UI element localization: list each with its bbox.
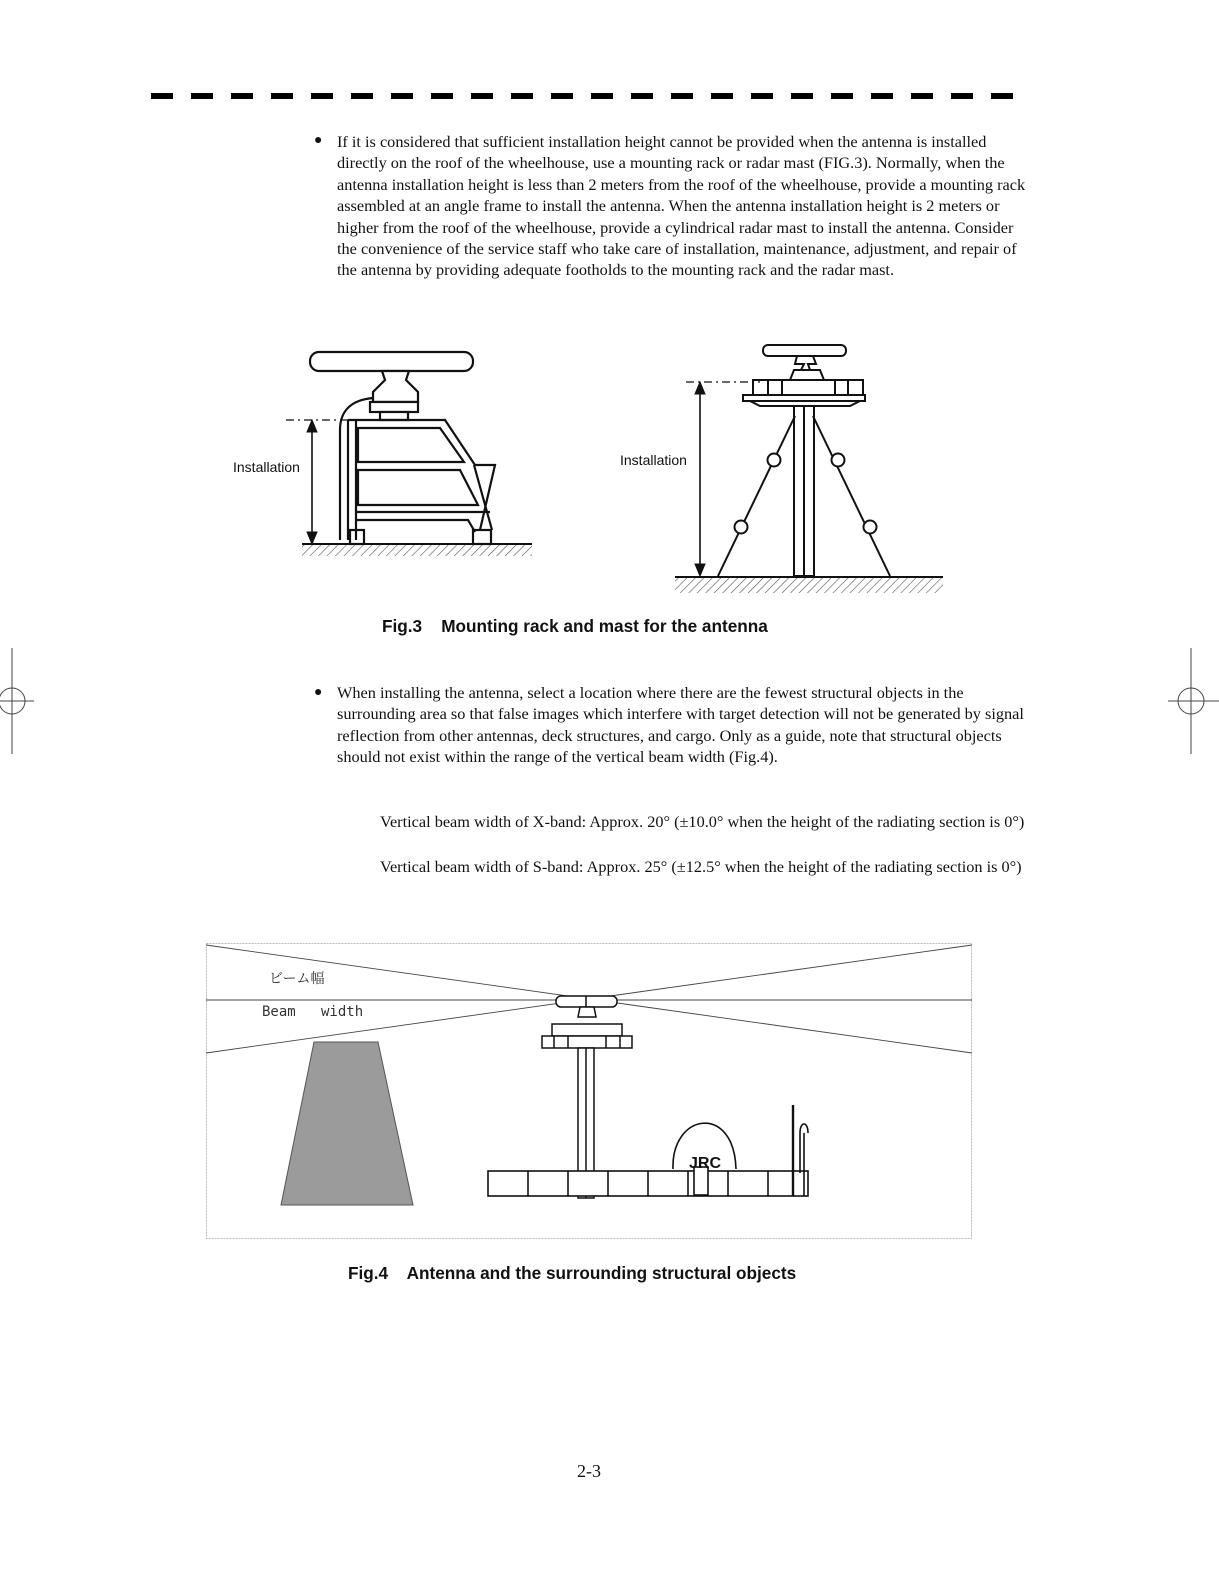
registration-mark-left bbox=[0, 648, 40, 754]
registration-mark-right bbox=[1168, 648, 1219, 754]
deck-structure bbox=[488, 1105, 808, 1196]
header-dash-rule bbox=[151, 93, 1031, 99]
fig3-caption: Fig.3 Mounting rack and mast for the antenna bbox=[382, 616, 768, 636]
beam-width-label-jp: ビーム幅 bbox=[269, 970, 325, 986]
jrc-logo: JRC bbox=[689, 1155, 722, 1172]
mounting-rack-figure bbox=[310, 352, 495, 544]
structural-obstacle bbox=[281, 1042, 413, 1205]
bullet-1: ● bbox=[314, 133, 323, 148]
fig4-caption: Fig.4 Antenna and the surrounding structural objects bbox=[348, 1263, 797, 1283]
beam-width-x-band: Vertical beam width of X-band: Approx. 20° (±10.0° when the height of the radiating section is 0°) bbox=[380, 812, 1025, 831]
height-dimension-left bbox=[286, 420, 348, 544]
paragraph-mounting-rack: If it is considered that sufficient installation height cannot be provided when the antenna is installed directly on the roof of the wheelhouse, use a mounting rack or radar mast (FIG.3). Normally, when the antenna installation height is less than 2 meters from the roof of the wheelhouse, provide a mounting rack assembled at an angle frame to install the antenna. When the antenna installation height is 2 meters or higher from the roof of the wheelhouse, provide a cylindrical radar mast to install the antenna. Consider the convenience of the service staff who take care of installation, maintenance, adjustment, and repair of the antenna by providing adequate footholds to the mounting rack and the radar mast. bbox=[337, 132, 1026, 280]
installation-label-left: Installation bbox=[233, 459, 300, 475]
bullet-2: ● bbox=[314, 685, 323, 700]
installation-label-right: Installation bbox=[620, 452, 687, 468]
beam-width-label-en: Beam width bbox=[262, 1004, 364, 1020]
beam-width-s-band: Vertical beam width of S-band: Approx. 25° (±12.5° when the height of the radiating section is 0°) bbox=[380, 857, 1022, 876]
fig3-drawing bbox=[220, 340, 960, 600]
page-number: 2-3 bbox=[577, 1461, 601, 1481]
antenna-mast bbox=[542, 996, 632, 1198]
radar-mast-figure bbox=[718, 345, 890, 576]
height-dimension-right bbox=[686, 382, 760, 576]
paragraph-location: When installing the antenna, select a location where there are the fewest structural objects in the surrounding area so that false images which interfere with target detection will not be generated by signal reflection from other antennas, deck structures, and cargo. Only as a guide, note that structural objects should not exist within the range of the vertical beam width (Fig.4). bbox=[337, 683, 1024, 767]
